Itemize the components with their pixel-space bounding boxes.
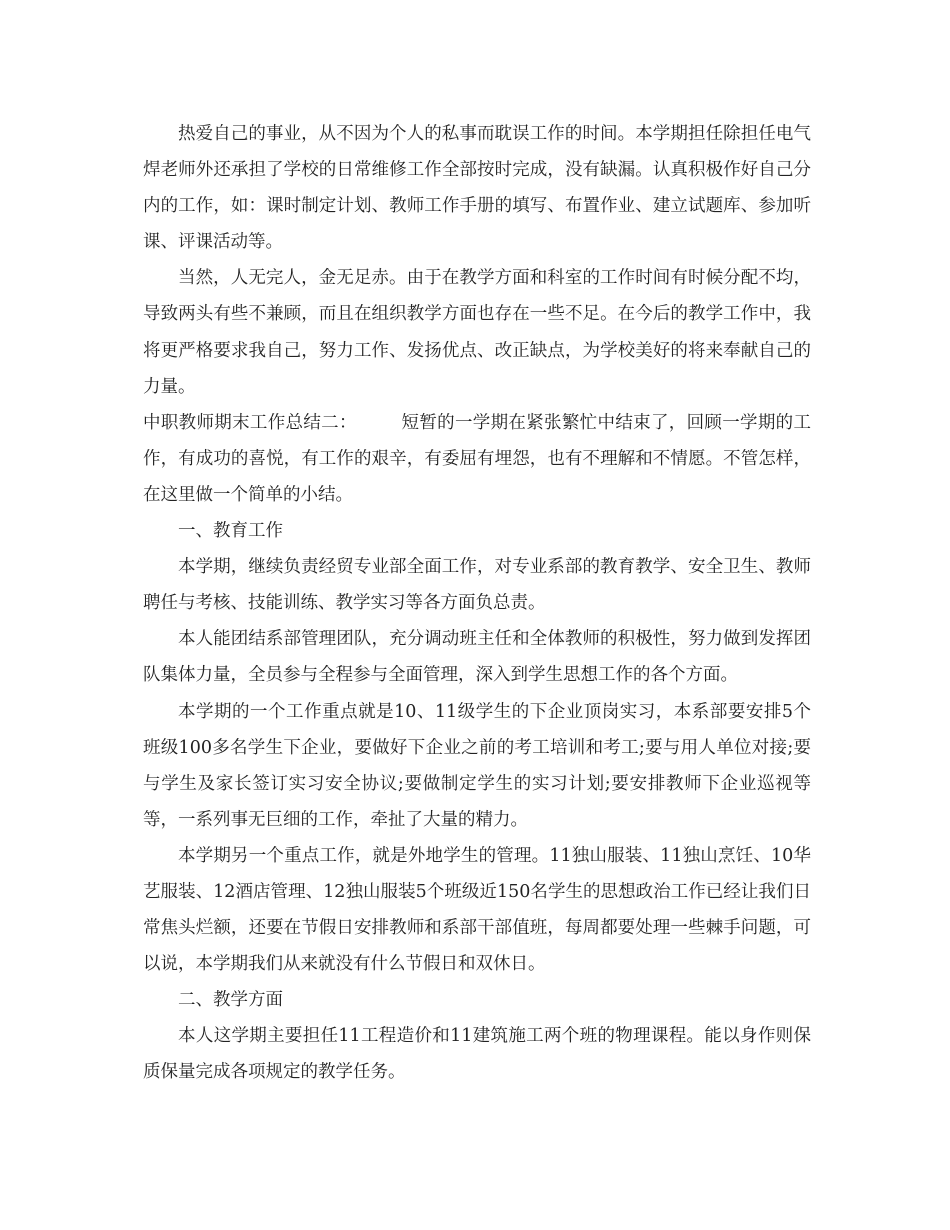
heading-teaching: 二、教学方面 [178, 990, 283, 1011]
paragraph-1: 热爱自己的事业，从不因为个人的私事而耽误工作的时间。本学期担任除担任电气焊老师外还承担了学校的日常维修工作全部按时完成，没有缺漏。认真积极作好自己分内的工作，如：课时制定计划、教师工作手册的填写、布置作业、建立试题库、参加听课、评课活动等。 [143, 124, 811, 253]
heading-education-work: 一、教育工作 [178, 521, 283, 542]
document-body [143, 116, 811, 1091]
paragraph-teaching: 本人这学期主要担任11工程造价和11建筑施工两个班的物理课程。能以身作则保质保量完成各项规定的教学任务。 [143, 1026, 811, 1083]
paragraph-student-management: 本学期另一个重点工作，就是外地学生的管理。11独山服装、11独山烹饪、10华艺服装、12酒店管理、12独山服装5个班级近150名学生的思想政治工作已经让我们日常焦头烂额，还要在节假日安排教师和系部干部值班，每周都要处理一些棘手问题，可以说，本学期我们从来就没有什么节假日和双休日。 [143, 845, 811, 975]
paragraph-team: 本人能团结系部管理团队，充分调动班主任和全体教师的积极性，努力做到发挥团队集体力量，全员参与全程参与全面管理，深入到学生思想工作的各个方面。 [143, 629, 811, 686]
paragraph-responsibility: 本学期，继续负责经贸专业部全面工作，对专业系部的教育教学、安全卫生、教师聘任与考核、技能训练、教学实习等各方面负总责。 [143, 557, 811, 614]
paragraph-section-title-2: 中职教师期末工作总结二： 短暂的一学期在紧张繁忙中结束了，回顾一学期的工作，有成功的喜悦，有工作的艰辛，有委屈有埋怨，也有不理解和不情愿。不管怎样，在这里做一个简单的小结。 [143, 412, 811, 505]
paragraph-2: 当然，人无完人，金无足赤。由于在教学方面和科室的工作时间有时候分配不均，导致两头有些不兼顾，而且在组织教学方面也存在一些不足。在今后的教学工作中，我将更严格要求我自己，努力工作、发扬优点、改正缺点，为学校美好的将来奉献自己的力量。 [143, 268, 811, 397]
paragraph-internship: 本学期的一个工作重点就是10、11级学生的下企业顶岗实习，本系部要安排5个班级100多名学生下企业，要做好下企业之前的考工培训和考工;要与用人单位对接;要与学生及家长签订实习安全协议;要做制定学生的实习计划;要安排教师下企业巡视等等，一系列事无巨细的工作，牵扯了大量的精力。 [143, 701, 811, 830]
